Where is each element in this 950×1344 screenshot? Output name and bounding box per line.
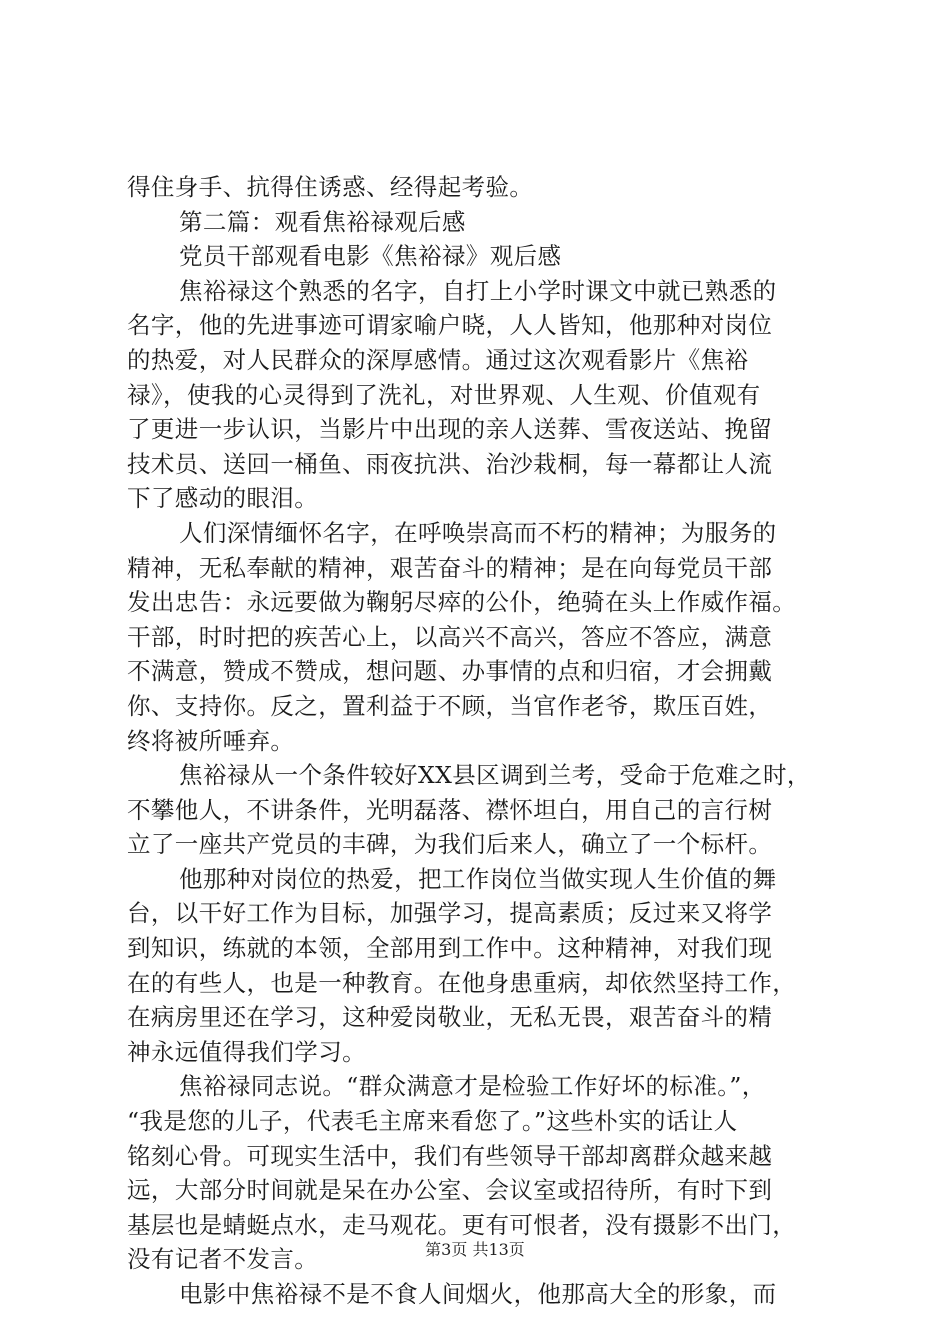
text-line: 铭刻心骨。可现实生活中，我们有些领导干部却离群众越来越 bbox=[127, 1141, 773, 1170]
text-line: 不攀他人，不讲条件，光明磊落、襟怀坦白，用自己的言行树 bbox=[127, 795, 773, 824]
text-line: 远，大部分时间就是呆在办公室、会议室或招待所，有时下到 bbox=[127, 1176, 773, 1205]
document-body bbox=[127, 170, 839, 1312]
text-line: 禄》，使我的心灵得到了洗礼，对世界观、人生观、价值观有 bbox=[127, 380, 761, 409]
text-line: 人们深情缅怀名字，在呼唤崇高而不朽的精神；为服务的 bbox=[179, 518, 777, 547]
text-line: 得住身手、抗得住诱惑、经得起考验。 bbox=[127, 173, 534, 201]
text-line: 焦裕禄这个熟悉的名字，自打上小学时课文中就已熟悉的 bbox=[179, 276, 777, 305]
text-line: 干部，时时把的疾苦心上，以高兴不高兴，答应不答应，满意 bbox=[127, 622, 773, 651]
text-line: 不满意，赞成不赞成，想问题、办事情的点和归宿，才会拥戴 bbox=[127, 657, 773, 686]
text-line: 他那种对岗位的热爱，把工作岗位当做实现人生价值的舞 bbox=[179, 864, 777, 893]
text-line: 名字，他的先进事迹可谓家喻户晓，人人皆知，他那种对岗位 bbox=[127, 311, 773, 340]
text-line: 神永远值得我们学习。 bbox=[127, 1037, 366, 1066]
text-line: 你、支持你。反之，置利益于不顾，当官作老爷，欺压百姓， bbox=[127, 691, 773, 720]
text-line: 焦裕禄同志说。“群众满意才是检验工作好坏的标准。”， bbox=[179, 1072, 766, 1101]
text-line: 了更进一步认识，当影片中出现的亲人送葬、雪夜送站、挽留 bbox=[127, 415, 773, 444]
text-line: “我是您的儿子，代表毛主席来看您了。”这些朴实的话让人 bbox=[127, 1107, 738, 1136]
text-line: 台，以干好工作为目标，加强学习，提高素质；反过来又将学 bbox=[127, 899, 773, 928]
text-line: 党员干部观看电影《焦裕禄》观后感 bbox=[179, 242, 562, 271]
text-line: 在的有些人，也是一种教育。在他身患重病，却依然坚持工作， bbox=[127, 968, 797, 997]
text-line: 的热爱，对人民群众的深厚感情。通过这次观看影片《焦裕 bbox=[127, 345, 749, 374]
page-number-footer: 第3页 共13页 bbox=[425, 1240, 525, 1259]
text-line: 第二篇：观看焦裕禄观后感 bbox=[179, 207, 466, 236]
text-line: 精神，无私奉献的精神，艰苦奋斗的精神；是在向每党员干部 bbox=[127, 553, 773, 582]
text-line: 在病房里还在学习，这种爱岗敬业，无私无畏，艰苦奋斗的精 bbox=[127, 1003, 773, 1032]
text-line: 基层也是蜻蜓点水，走马观花。更有可恨者，没有摄影不出门， bbox=[127, 1210, 797, 1239]
text-line: 下了感动的眼泪。 bbox=[127, 484, 319, 513]
text-line: 没有记者不发言。 bbox=[127, 1245, 319, 1274]
text-line: 终将被所唾弃。 bbox=[127, 726, 295, 755]
text-line: 技术员、送回一桶鱼、雨夜抗洪、治沙栽桐，每一幕都让人流 bbox=[127, 449, 773, 478]
text-line: 到知识，练就的本领，全部用到工作中。这种精神，对我们现 bbox=[127, 934, 773, 963]
text-line: 立了一座共产党员的丰碑，为我们后来人，确立了一个标杆。 bbox=[127, 830, 773, 859]
text-line: 电影中焦裕禄不是不食人间烟火，他那高大全的形象，而 bbox=[179, 1280, 777, 1308]
text-line: 焦裕禄从一个条件较好XX县区调到兰考，受命于危难之时， bbox=[179, 761, 811, 790]
text-line: 发出忠告：永远要做为鞠躬尽瘁的公仆，绝骑在头上作威作福。 bbox=[127, 588, 797, 617]
